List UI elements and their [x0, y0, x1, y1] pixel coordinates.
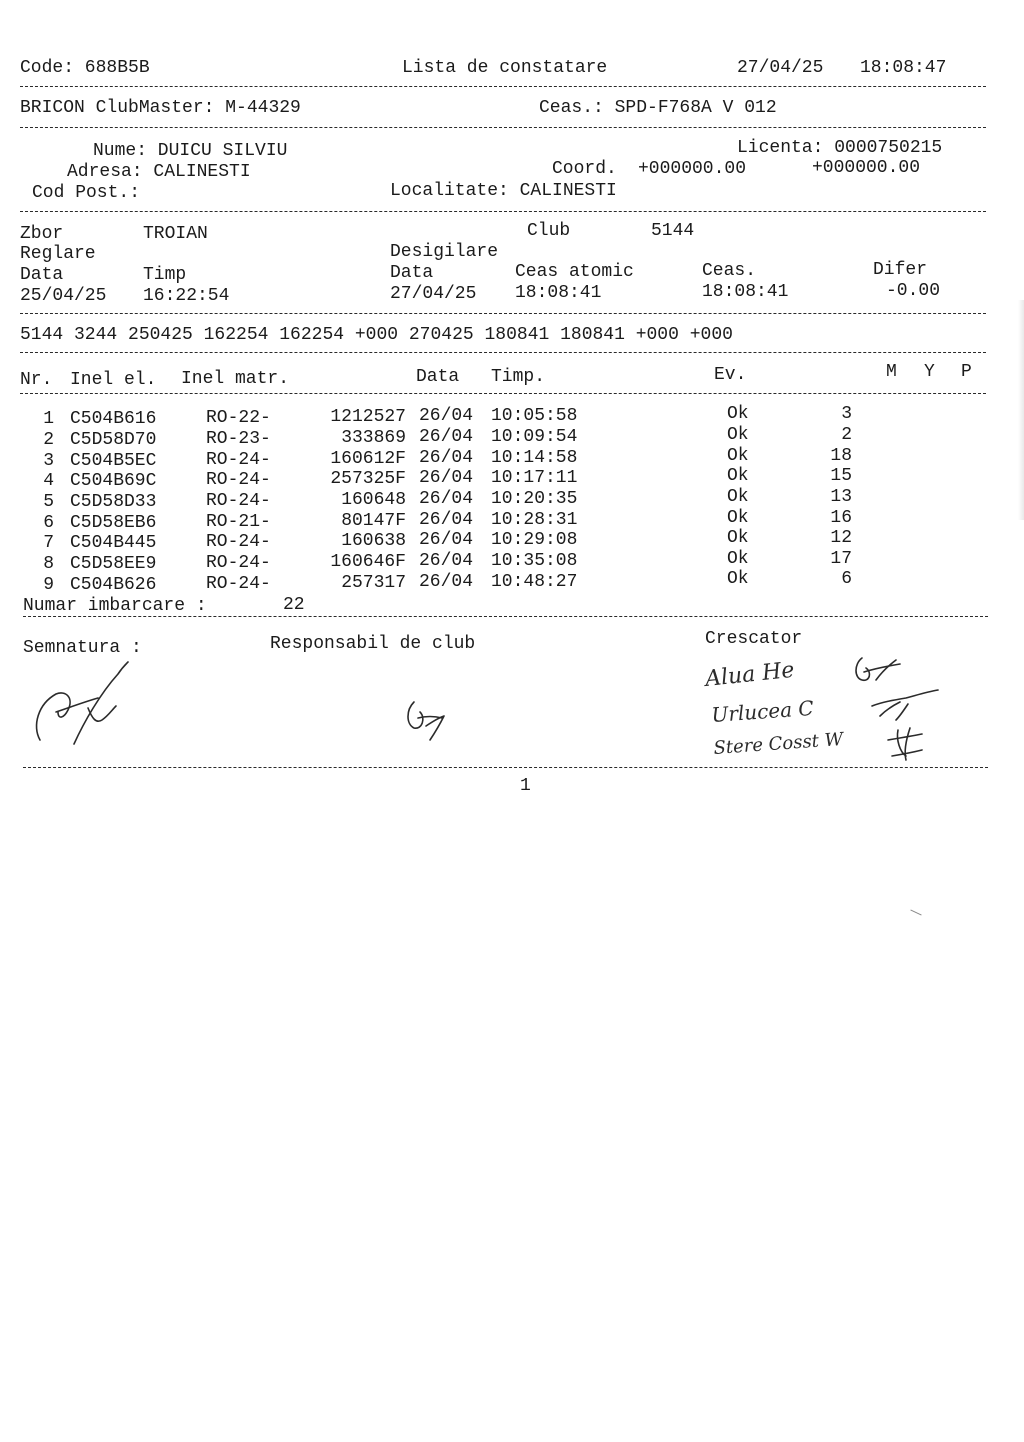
- col-ev: Ev.: [714, 365, 747, 385]
- divider: [20, 211, 986, 212]
- coord-lat: +000000.00: [638, 159, 747, 179]
- zbor-label: Zbor: [20, 224, 64, 244]
- row-m: 3: [841, 404, 852, 424]
- row-m: 13: [830, 487, 852, 507]
- row-time: 10:48:27: [491, 572, 578, 592]
- row-matr: 257317: [341, 573, 406, 593]
- clock-id: Ceas.: SPD-F768A V 012: [539, 98, 777, 118]
- row-nr: 9: [43, 575, 54, 595]
- row-nr: 2: [43, 430, 54, 450]
- desigilare-clock-time: 18:08:41: [702, 282, 789, 302]
- row-time: 10:28:31: [491, 510, 578, 530]
- reglare-data-label: Data: [20, 265, 64, 285]
- col-p: P: [961, 362, 972, 382]
- boarding-value: 22: [283, 595, 305, 615]
- row-matr: 160612F: [330, 449, 406, 469]
- col-timp: Timp.: [491, 367, 546, 387]
- reglare-label: Reglare: [20, 244, 96, 264]
- row-time: 10:17:11: [491, 468, 578, 488]
- row-time: 10:09:54: [491, 427, 578, 447]
- document-title: Lista de constatare: [402, 58, 608, 78]
- row-ev: Ok: [727, 549, 749, 569]
- divider: [20, 313, 986, 314]
- semnatura-signature-image: [28, 660, 148, 750]
- document-date: 27/04/25: [737, 58, 824, 78]
- difer-label: Difer: [873, 260, 928, 280]
- col-y: Y: [924, 362, 935, 382]
- owner-name: Nume: DUICU SILVIU: [93, 141, 288, 161]
- row-m: 16: [830, 508, 852, 528]
- row-date: 26/04: [419, 530, 474, 550]
- row-time: 10:20:35: [491, 489, 578, 509]
- row-m: 2: [841, 425, 852, 445]
- desigilare-date: 27/04/25: [390, 284, 477, 304]
- owner-license: Licenta: 0000750215: [737, 138, 943, 158]
- row-time: 10:05:58: [491, 406, 578, 426]
- row-matr: 80147F: [341, 511, 406, 531]
- desigilare-data-label: Data: [390, 263, 434, 283]
- document-time: 18:08:47: [860, 58, 947, 78]
- row-prefix: RO-24-: [206, 532, 271, 552]
- row-ev: Ok: [727, 425, 749, 445]
- row-inel-el: C504B5EC: [70, 451, 157, 471]
- handwritten-name-2: Urlucea C: [710, 695, 815, 727]
- row-ev: Ok: [727, 466, 749, 486]
- divider: [20, 393, 986, 394]
- handwritten-name-1: Alua He: [704, 657, 796, 692]
- row-ev: Ok: [727, 446, 749, 466]
- reglare-time: 16:22:54: [143, 286, 230, 306]
- row-nr: 6: [43, 513, 54, 533]
- row-date: 26/04: [419, 551, 474, 571]
- row-time: 10:35:08: [491, 551, 578, 571]
- row-time: 10:29:08: [491, 530, 578, 550]
- divider: [20, 352, 986, 353]
- control-code-line: 5144 3244 250425 162254 162254 +000 270425 180841 180841 +000 +000: [20, 325, 733, 345]
- divider: [23, 616, 988, 617]
- row-ev: Ok: [727, 404, 749, 424]
- document-code: Code: 688B5B: [20, 58, 150, 78]
- col-inel-matr: Inel matr.: [181, 369, 290, 389]
- row-date: 26/04: [419, 427, 474, 447]
- clubmaster-id: BRICON ClubMaster: M-44329: [20, 98, 301, 118]
- owner-address: Adresa: CALINESTI: [67, 162, 251, 182]
- row-prefix: RO-24-: [206, 491, 271, 511]
- page-number: 1: [520, 776, 531, 796]
- row-m: 6: [841, 569, 852, 589]
- row-prefix: RO-23-: [206, 429, 271, 449]
- divider: [20, 127, 986, 128]
- row-inel-el: C5D58EB6: [70, 513, 157, 533]
- desigilare-label: Desigilare: [390, 242, 499, 262]
- reglare-timp-label: Timp: [143, 265, 187, 285]
- col-nr: Nr.: [20, 370, 53, 390]
- row-time: 10:14:58: [491, 448, 578, 468]
- row-m: 12: [830, 528, 852, 548]
- col-m: M: [886, 362, 897, 382]
- divider: [23, 767, 988, 768]
- row-matr: 1212527: [330, 407, 406, 427]
- row-prefix: RO-24-: [206, 574, 271, 594]
- row-matr: 160638: [341, 531, 406, 551]
- desigilare-atomic-time: 18:08:41: [515, 283, 602, 303]
- semnatura-label: Semnatura :: [23, 638, 142, 658]
- ceas-label: Ceas.: [702, 261, 757, 281]
- row-matr: 160646F: [330, 552, 406, 572]
- row-nr: 5: [43, 492, 54, 512]
- difer-value: -0.00: [886, 281, 941, 301]
- row-matr: 160648: [341, 490, 406, 510]
- row-inel-el: C504B69C: [70, 471, 157, 491]
- row-nr: 3: [43, 451, 54, 471]
- row-ev: Ok: [727, 569, 749, 589]
- row-prefix: RO-24-: [206, 450, 271, 470]
- row-prefix: RO-24-: [206, 553, 271, 573]
- row-matr: 333869: [341, 428, 406, 448]
- owner-postcode: Cod Post.:: [32, 183, 141, 203]
- row-nr: 7: [43, 533, 54, 553]
- crescator-label: Crescator: [705, 629, 803, 649]
- row-inel-el: C504B616: [70, 409, 157, 429]
- row-nr: 4: [43, 471, 54, 491]
- row-prefix: RO-21-: [206, 512, 271, 532]
- row-m: 17: [830, 549, 852, 569]
- row-date: 26/04: [419, 510, 474, 530]
- row-prefix: RO-24-: [206, 470, 271, 490]
- row-date: 26/04: [419, 468, 474, 488]
- reglare-date: 25/04/25: [20, 286, 107, 306]
- row-ev: Ok: [727, 508, 749, 528]
- responsabil-label: Responsabil de club: [270, 634, 476, 654]
- club-label: Club: [527, 221, 571, 241]
- row-date: 26/04: [419, 572, 474, 592]
- col-data: Data: [416, 367, 460, 387]
- owner-locality: Localitate: CALINESTI: [390, 181, 617, 201]
- row-nr: 1: [43, 409, 54, 429]
- row-date: 26/04: [419, 406, 474, 426]
- boarding-label: Numar imbarcare :: [23, 596, 207, 616]
- row-m: 18: [830, 446, 852, 466]
- row-nr: 8: [43, 554, 54, 574]
- row-date: 26/04: [419, 489, 474, 509]
- row-inel-el: C5D58D70: [70, 430, 157, 450]
- row-inel-el: C504B445: [70, 533, 157, 553]
- scan-edge-shadow: [1018, 300, 1024, 520]
- crescator-signatures-image: [700, 644, 950, 766]
- coord-label: Coord.: [552, 159, 617, 179]
- scan-mark: [910, 910, 921, 916]
- row-inel-el: C5D58D33: [70, 492, 157, 512]
- divider: [20, 86, 986, 87]
- col-inel-el: Inel el.: [70, 370, 157, 390]
- ceas-atomic-label: Ceas atomic: [515, 262, 634, 282]
- row-inel-el: C5D58EE9: [70, 554, 157, 574]
- row-ev: Ok: [727, 528, 749, 548]
- row-m: 15: [830, 466, 852, 486]
- responsabil-signature-image: [400, 696, 460, 742]
- coord-lon: +000000.00: [812, 158, 921, 178]
- club-value: 5144: [651, 221, 695, 241]
- row-date: 26/04: [419, 448, 474, 468]
- row-inel-el: C504B626: [70, 575, 157, 595]
- row-ev: Ok: [727, 487, 749, 507]
- row-prefix: RO-22-: [206, 408, 271, 428]
- zbor-value: TROIAN: [143, 224, 208, 244]
- row-matr: 257325F: [330, 469, 406, 489]
- handwritten-name-3: Stere Cosst W: [712, 728, 844, 759]
